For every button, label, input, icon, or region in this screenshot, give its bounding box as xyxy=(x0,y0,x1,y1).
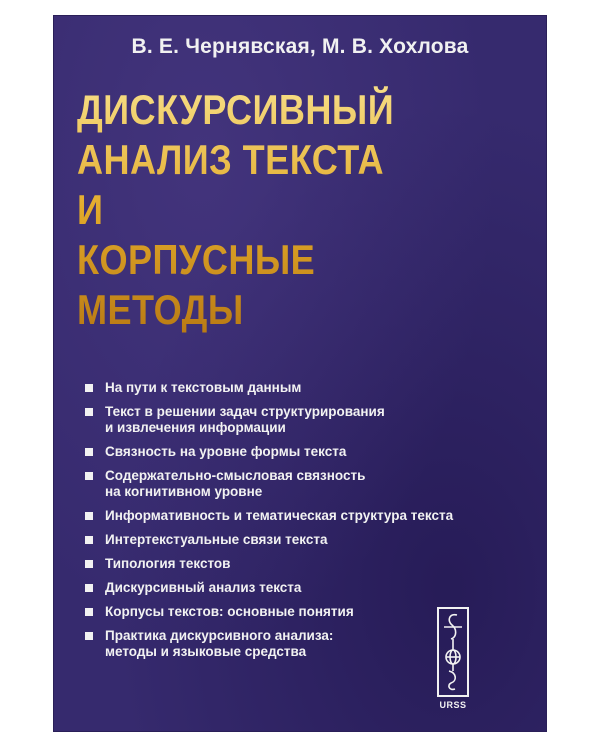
square-bullet-icon xyxy=(85,632,93,640)
contents-item-text: Текст в решении задач структурирования xyxy=(105,404,385,419)
square-bullet-icon xyxy=(85,584,93,592)
book-title xyxy=(77,85,473,335)
publisher-name: URSS xyxy=(439,700,467,710)
authors: В. Е. Чернявская, М. В. Хохлова xyxy=(131,35,469,58)
contents-item-text: методы и языковые средства xyxy=(105,644,307,659)
contents-item-text: на когнитивном уровне xyxy=(105,484,263,499)
contents-item-text: Корпусы текстов: основные понятия xyxy=(105,604,354,619)
title-line: АНАЛИЗ ТЕКСТА xyxy=(77,136,385,183)
contents-item xyxy=(85,380,465,396)
contents-item xyxy=(85,556,465,572)
title-line: ДИСКУРСИВНЫЙ xyxy=(77,86,395,133)
square-bullet-icon xyxy=(85,384,93,392)
contents-item xyxy=(85,508,465,524)
contents-item-text: Содержательно-смысловая связность xyxy=(105,468,366,483)
contents-item xyxy=(85,444,465,460)
contents-item-text: Информативность и тематическая структура текста xyxy=(105,508,454,523)
contents-item xyxy=(85,580,465,596)
contents-item-text: Дискурсивный анализ текста xyxy=(105,580,302,595)
contents-item-text: На пути к текстовым данным xyxy=(105,380,302,395)
contents-item xyxy=(85,404,465,436)
contents-item-text: Связность на уровне формы текста xyxy=(105,444,347,459)
contents-item xyxy=(85,532,465,548)
contents-list xyxy=(85,380,465,668)
contents-item-text: и извлечения информации xyxy=(105,420,286,435)
square-bullet-icon xyxy=(85,512,93,520)
square-bullet-icon xyxy=(85,536,93,544)
contents-item xyxy=(85,604,465,620)
contents-item-text: Типология текстов xyxy=(105,556,231,571)
contents-item xyxy=(85,468,465,500)
title-line: КОРПУСНЫЕ xyxy=(77,236,316,283)
square-bullet-icon xyxy=(85,560,93,568)
publisher-logo-icon xyxy=(437,607,469,697)
title-line: И xyxy=(77,186,104,233)
square-bullet-icon xyxy=(85,408,93,416)
contents-item-text: Практика дискурсивного анализа: xyxy=(105,628,334,643)
square-bullet-icon xyxy=(85,608,93,616)
title-line: МЕТОДЫ xyxy=(77,286,244,333)
square-bullet-icon xyxy=(85,448,93,456)
contents-item xyxy=(85,628,465,660)
contents-item-text: Интертекстуальные связи текста xyxy=(105,532,328,547)
book-cover xyxy=(53,15,547,732)
square-bullet-icon xyxy=(85,472,93,480)
